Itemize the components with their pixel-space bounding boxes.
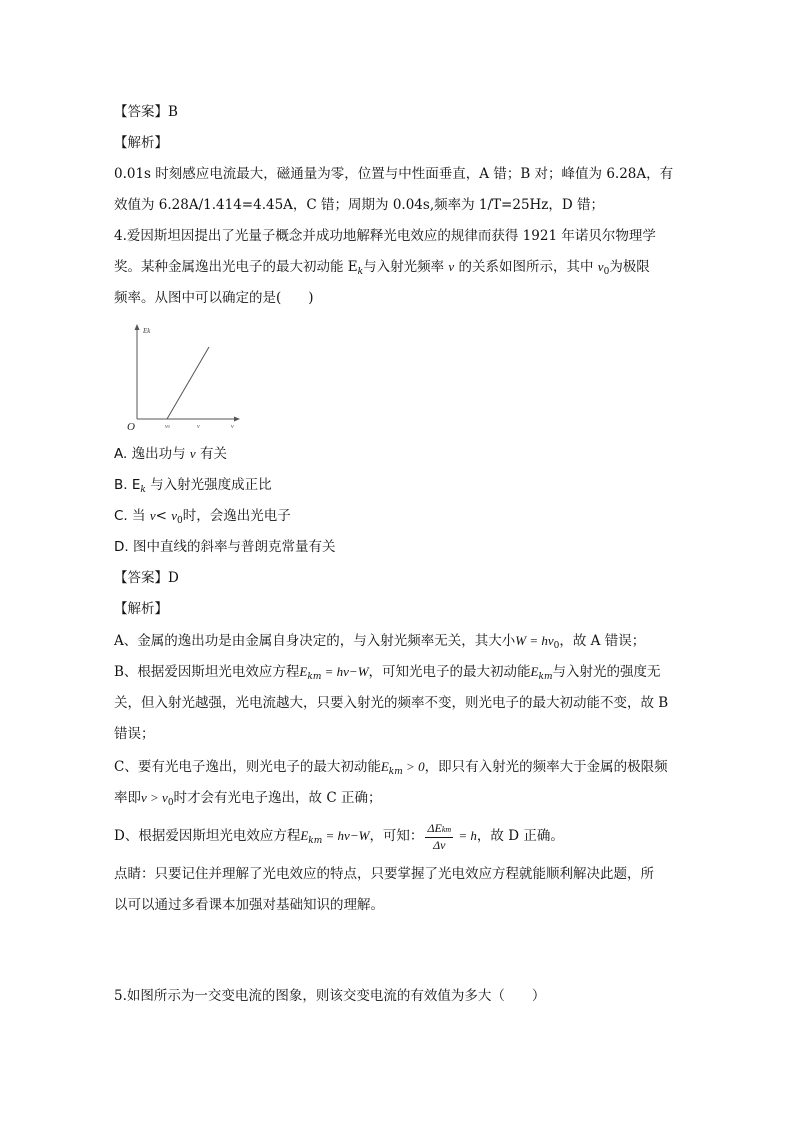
delta-ek-over-delta-nu: $\frac{\text{ΔEkm}}{\Delta\nu}$ — [427, 821, 452, 852]
q5-stem: 5.如图所示为一交变电流的图象，则该交变电流的有效值为多大（ ） — [114, 988, 546, 1004]
ek-vs-frequency-graph — [125, 320, 245, 432]
x-mid-label: ν — [197, 424, 200, 430]
q4-option-a: A. 逸出功与 ν 有关 — [114, 446, 227, 462]
y-axis-label: Ek — [143, 327, 151, 335]
q4-explanation-b-line-3: 错误； — [114, 726, 155, 742]
q4-answer: 【答案】D — [114, 570, 179, 586]
x-axis-arrow — [234, 417, 240, 422]
q4-explanation-b-line-1: B、根据爱因斯坦光电效应方程$E_{km} = h\nu-W$，可知光电子的最大初动能$E_{km}$与入射光的强度无 — [114, 664, 661, 682]
q4-explanation-b-line-2: 关，但入射光越强，光电流越大，只要入射光的频率不变，则光电子的最大初动能不变，故 B — [114, 695, 669, 711]
q3-explanation-line-1: 0.01s 时刻感应电流最大，磁通量为零，位置与中性面垂直，A 错；B 对；峰值为 6.28A，有 — [114, 166, 674, 182]
ek-line — [167, 347, 209, 419]
q4-comment-line-1: 点睛：只要记住并理解了光电效应的特点，只要掌握了光电效应方程就能顺利解决此题，所 — [114, 866, 654, 882]
x-axis-label: ν — [231, 424, 234, 430]
q4-option-b: B. $E_k$ 与入射光强度成正比 — [114, 477, 272, 495]
q4-explanation-a: A、金属的逸出功是由金属自身决定的，与入射光频率无关，其大小$W = h\nu_0$，故 A 错误； — [114, 633, 646, 651]
q4-analysis-heading: 【解析】 — [114, 601, 168, 617]
q4-option-d: D. 图中直线的斜率与普朗克常量有关 — [114, 539, 336, 555]
origin-label: O — [127, 421, 135, 432]
q4-stem-line-2: 奖。某种金属逸出光电子的最大初动能 $E_k$与入射光频率 ν 的关系如图所示，其中 $\nu_0$为极限 — [114, 259, 650, 277]
q4-explanation-c-line-1: C、要有光电子逸出，则光电子的最大初动能$E_{km} > 0$，即只有入射光的频率大于金属的极限频 — [114, 759, 668, 777]
nu0-tick-label: ν0 — [165, 424, 170, 430]
q4-explanation-d: D、根据爱因斯坦光电效应方程$E_{km} = h\nu-W$，可知： $\frac{\text{ΔEkm}}{\Delta\nu}$ = h，故 D 正确。 — [114, 821, 564, 852]
q3-answer: 【答案】B — [114, 104, 178, 120]
q4-option-c: C. 当 $\nu< \nu_0$时，会逸出光电子 — [114, 508, 291, 526]
q4-stem-line-3: 频率。从图中可以确定的是( ) — [114, 290, 314, 306]
q4-stem-line-1: 4.爱因斯坦因提出了光量子概念并成功地解释光电效应的规律而获得 1921 年诺贝尔物理学 — [114, 228, 656, 244]
q3-analysis-heading: 【解析】 — [114, 135, 168, 151]
q3-explanation-line-2: 效值为 6.28A/1.414=4.45A，C 错；周期为 0.04s,频率为 1/T=25Hz，D 错； — [114, 197, 605, 213]
y-axis-arrow — [135, 324, 140, 330]
q4-comment-line-2: 以可以通过多看课本加强对基础知识的理解。 — [114, 897, 384, 913]
q4-explanation-c-line-2: 率即$\nu > \nu_0$时才会有光电子逸出，故 C 正确； — [114, 790, 382, 808]
